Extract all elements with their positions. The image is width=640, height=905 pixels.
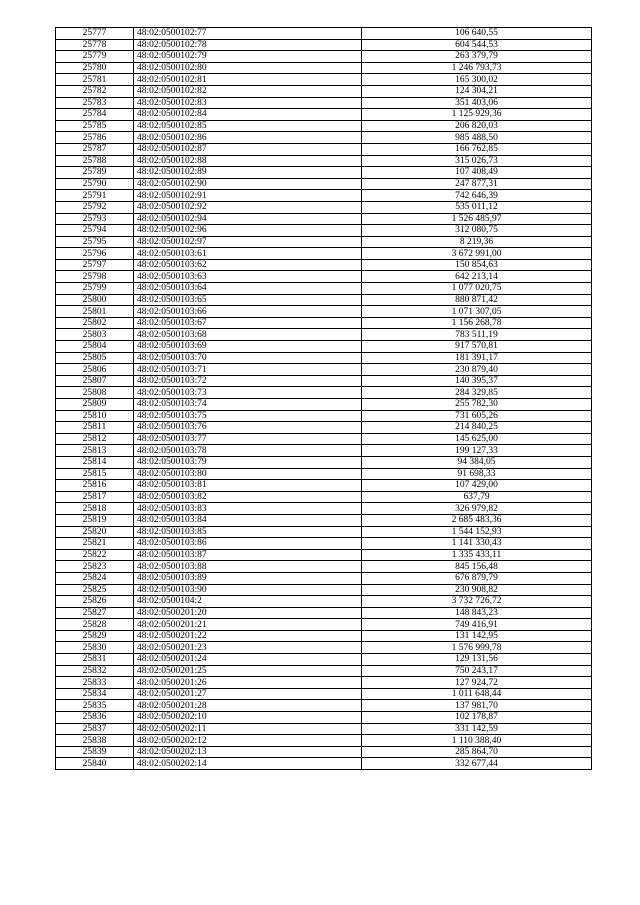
row-number-cell: 25806 bbox=[56, 364, 134, 376]
value-cell: 94 384,05 bbox=[362, 456, 592, 468]
row-number-cell: 25807 bbox=[56, 375, 134, 387]
table-row bbox=[56, 317, 592, 329]
row-number-cell: 25787 bbox=[56, 143, 134, 155]
table-row bbox=[56, 596, 592, 608]
cadastral-number-cell: 48:02:0500103:71 bbox=[134, 364, 362, 376]
cadastral-number-cell: 48:02:0500102:79 bbox=[134, 51, 362, 63]
value-cell: 1 141 330,43 bbox=[362, 538, 592, 550]
table-row bbox=[56, 410, 592, 422]
value-cell: 148 843,23 bbox=[362, 607, 592, 619]
row-number-cell: 25837 bbox=[56, 723, 134, 735]
cadastral-number-cell: 48:02:0500201:23 bbox=[134, 642, 362, 654]
cadastral-number-cell: 48:02:0500102:90 bbox=[134, 178, 362, 190]
value-cell: 137 981,70 bbox=[362, 700, 592, 712]
row-number-cell: 25824 bbox=[56, 572, 134, 584]
cadastral-number-cell: 48:02:0500102:78 bbox=[134, 39, 362, 51]
table-row bbox=[56, 155, 592, 167]
table-row bbox=[56, 283, 592, 295]
row-number-cell: 25777 bbox=[56, 28, 134, 40]
table-row bbox=[56, 654, 592, 666]
value-cell: 199 127,33 bbox=[362, 445, 592, 457]
row-number-cell: 25815 bbox=[56, 468, 134, 480]
cadastral-number-cell: 48:02:0500202:10 bbox=[134, 712, 362, 724]
value-cell: 255 782,30 bbox=[362, 399, 592, 411]
value-cell: 1 544 152,93 bbox=[362, 526, 592, 538]
cadastral-number-cell: 48:02:0500103:62 bbox=[134, 259, 362, 271]
row-number-cell: 25811 bbox=[56, 422, 134, 434]
cadastral-number-cell: 48:02:0500201:21 bbox=[134, 619, 362, 631]
value-cell: 8 219,36 bbox=[362, 236, 592, 248]
value-cell: 1 110 388,40 bbox=[362, 735, 592, 747]
cadastral-number-cell: 48:02:0500103:86 bbox=[134, 538, 362, 550]
value-cell: 1 071 307,05 bbox=[362, 306, 592, 318]
row-number-cell: 25803 bbox=[56, 329, 134, 341]
cadastral-number-cell: 48:02:0500103:68 bbox=[134, 329, 362, 341]
cadastral-number-cell: 48:02:0500102:81 bbox=[134, 74, 362, 86]
table-row bbox=[56, 167, 592, 179]
cadastral-number-cell: 48:02:0500103:73 bbox=[134, 387, 362, 399]
value-cell: 166 762,85 bbox=[362, 143, 592, 155]
row-number-cell: 25838 bbox=[56, 735, 134, 747]
cadastral-number-cell: 48:02:0500102:92 bbox=[134, 201, 362, 213]
row-number-cell: 25793 bbox=[56, 213, 134, 225]
cadastral-number-cell: 48:02:0500103:89 bbox=[134, 572, 362, 584]
cadastral-number-cell: 48:02:0500104:2 bbox=[134, 596, 362, 608]
row-number-cell: 25825 bbox=[56, 584, 134, 596]
table-row bbox=[56, 271, 592, 283]
row-number-cell: 25839 bbox=[56, 746, 134, 758]
cadastral-number-cell: 48:02:0500103:69 bbox=[134, 341, 362, 353]
value-cell: 312 080,75 bbox=[362, 225, 592, 237]
value-cell: 731 605,26 bbox=[362, 410, 592, 422]
row-number-cell: 25784 bbox=[56, 109, 134, 121]
cadastral-number-cell: 48:02:0500102:80 bbox=[134, 62, 362, 74]
value-cell: 637,79 bbox=[362, 491, 592, 503]
row-number-cell: 25834 bbox=[56, 688, 134, 700]
value-cell: 1 156 268,78 bbox=[362, 317, 592, 329]
table-row bbox=[56, 341, 592, 353]
table-row bbox=[56, 28, 592, 40]
table-row bbox=[56, 62, 592, 74]
row-number-cell: 25785 bbox=[56, 120, 134, 132]
table-row bbox=[56, 97, 592, 109]
value-cell: 1 077 020,75 bbox=[362, 283, 592, 295]
row-number-cell: 25798 bbox=[56, 271, 134, 283]
cadastral-number-cell: 48:02:0500103:82 bbox=[134, 491, 362, 503]
value-cell: 206 820,03 bbox=[362, 120, 592, 132]
row-number-cell: 25833 bbox=[56, 677, 134, 689]
table-row bbox=[56, 607, 592, 619]
cadastral-number-cell: 48:02:0500103:67 bbox=[134, 317, 362, 329]
cadastral-number-cell: 48:02:0500103:66 bbox=[134, 306, 362, 318]
cadastral-number-cell: 48:02:0500103:64 bbox=[134, 283, 362, 295]
row-number-cell: 25828 bbox=[56, 619, 134, 631]
cadastral-number-cell: 48:02:0500201:26 bbox=[134, 677, 362, 689]
table-row bbox=[56, 723, 592, 735]
table-row bbox=[56, 422, 592, 434]
cadastral-number-cell: 48:02:0500103:75 bbox=[134, 410, 362, 422]
cadastral-number-cell: 48:02:0500103:83 bbox=[134, 503, 362, 515]
value-cell: 165 300,02 bbox=[362, 74, 592, 86]
value-cell: 150 854,63 bbox=[362, 259, 592, 271]
row-number-cell: 25819 bbox=[56, 514, 134, 526]
row-number-cell: 25822 bbox=[56, 549, 134, 561]
value-cell: 1 125 929,36 bbox=[362, 109, 592, 121]
row-number-cell: 25792 bbox=[56, 201, 134, 213]
cadastral-number-cell: 48:02:0500201:20 bbox=[134, 607, 362, 619]
row-number-cell: 25809 bbox=[56, 399, 134, 411]
value-cell: 1 246 793,73 bbox=[362, 62, 592, 74]
row-number-cell: 25802 bbox=[56, 317, 134, 329]
table-row bbox=[56, 677, 592, 689]
value-cell: 91 698,33 bbox=[362, 468, 592, 480]
cadastral-number-cell: 48:02:0500102:96 bbox=[134, 225, 362, 237]
value-cell: 326 979,82 bbox=[362, 503, 592, 515]
row-number-cell: 25789 bbox=[56, 167, 134, 179]
table-row bbox=[56, 306, 592, 318]
row-number-cell: 25840 bbox=[56, 758, 134, 770]
row-number-cell: 25782 bbox=[56, 85, 134, 97]
row-number-cell: 25821 bbox=[56, 538, 134, 550]
cadastral-number-cell: 48:02:0500102:83 bbox=[134, 97, 362, 109]
value-cell: 129 131,56 bbox=[362, 654, 592, 666]
row-number-cell: 25817 bbox=[56, 491, 134, 503]
value-cell: 1 011 648,44 bbox=[362, 688, 592, 700]
value-cell: 2 685 483,36 bbox=[362, 514, 592, 526]
cadastral-number-cell: 48:02:0500102:82 bbox=[134, 85, 362, 97]
row-number-cell: 25835 bbox=[56, 700, 134, 712]
cadastral-number-cell: 48:02:0500103:81 bbox=[134, 480, 362, 492]
cadastral-number-cell: 48:02:0500103:79 bbox=[134, 456, 362, 468]
cadastral-number-cell: 48:02:0500103:90 bbox=[134, 584, 362, 596]
table-row bbox=[56, 665, 592, 677]
table-row bbox=[56, 364, 592, 376]
table-row bbox=[56, 399, 592, 411]
row-number-cell: 25813 bbox=[56, 445, 134, 457]
cadastral-number-cell: 48:02:0500201:24 bbox=[134, 654, 362, 666]
cadastral-number-cell: 48:02:0500103:76 bbox=[134, 422, 362, 434]
table-row bbox=[56, 491, 592, 503]
cadastral-number-cell: 48:02:0500103:77 bbox=[134, 433, 362, 445]
value-cell: 181 391,17 bbox=[362, 352, 592, 364]
row-number-cell: 25801 bbox=[56, 306, 134, 318]
value-cell: 535 011,12 bbox=[362, 201, 592, 213]
row-number-cell: 25797 bbox=[56, 259, 134, 271]
table-row bbox=[56, 503, 592, 515]
cadastral-number-cell: 48:02:0500103:65 bbox=[134, 294, 362, 306]
value-cell: 676 879,79 bbox=[362, 572, 592, 584]
row-number-cell: 25781 bbox=[56, 74, 134, 86]
cadastral-number-cell: 48:02:0500102:91 bbox=[134, 190, 362, 202]
cadastral-number-cell: 48:02:0500202:11 bbox=[134, 723, 362, 735]
value-cell: 214 840,25 bbox=[362, 422, 592, 434]
value-cell: 750 243,17 bbox=[362, 665, 592, 677]
cadastral-number-cell: 48:02:0500103:70 bbox=[134, 352, 362, 364]
cadastral-number-cell: 48:02:0500102:87 bbox=[134, 143, 362, 155]
row-number-cell: 25790 bbox=[56, 178, 134, 190]
value-cell: 1 335 433,11 bbox=[362, 549, 592, 561]
cadastral-number-cell: 48:02:0500103:85 bbox=[134, 526, 362, 538]
table-row bbox=[56, 120, 592, 132]
row-number-cell: 25791 bbox=[56, 190, 134, 202]
cadastral-number-cell: 48:02:0500103:74 bbox=[134, 399, 362, 411]
table-row bbox=[56, 456, 592, 468]
row-number-cell: 25818 bbox=[56, 503, 134, 515]
table-row bbox=[56, 225, 592, 237]
value-cell: 1 576 999,78 bbox=[362, 642, 592, 654]
value-cell: 145 625,00 bbox=[362, 433, 592, 445]
value-cell: 351 403,06 bbox=[362, 97, 592, 109]
row-number-cell: 25804 bbox=[56, 341, 134, 353]
value-cell: 604 544,53 bbox=[362, 39, 592, 51]
value-cell: 315 026,73 bbox=[362, 155, 592, 167]
table-row bbox=[56, 201, 592, 213]
row-number-cell: 25820 bbox=[56, 526, 134, 538]
row-number-cell: 25800 bbox=[56, 294, 134, 306]
value-cell: 106 640,55 bbox=[362, 28, 592, 40]
row-number-cell: 25836 bbox=[56, 712, 134, 724]
value-cell: 263 379,79 bbox=[362, 51, 592, 63]
table-row bbox=[56, 248, 592, 260]
row-number-cell: 25788 bbox=[56, 155, 134, 167]
table-row bbox=[56, 85, 592, 97]
table-row bbox=[56, 538, 592, 550]
value-cell: 284 329,85 bbox=[362, 387, 592, 399]
table-row bbox=[56, 561, 592, 573]
table-body bbox=[56, 28, 592, 770]
table-row bbox=[56, 51, 592, 63]
table-row bbox=[56, 688, 592, 700]
cadastral-number-cell: 48:02:0500103:87 bbox=[134, 549, 362, 561]
table-row bbox=[56, 236, 592, 248]
table-row bbox=[56, 74, 592, 86]
row-number-cell: 25831 bbox=[56, 654, 134, 666]
table-row bbox=[56, 468, 592, 480]
table-row bbox=[56, 132, 592, 144]
row-number-cell: 25780 bbox=[56, 62, 134, 74]
value-cell: 917 570,81 bbox=[362, 341, 592, 353]
table-row bbox=[56, 480, 592, 492]
cadastral-number-cell: 48:02:0500202:12 bbox=[134, 735, 362, 747]
cadastral-number-cell: 48:02:0500103:63 bbox=[134, 271, 362, 283]
table-row bbox=[56, 630, 592, 642]
value-cell: 3 732 726,72 bbox=[362, 596, 592, 608]
table-row bbox=[56, 526, 592, 538]
table-row bbox=[56, 143, 592, 155]
row-number-cell: 25795 bbox=[56, 236, 134, 248]
table-row bbox=[56, 375, 592, 387]
table-row bbox=[56, 39, 592, 51]
table-row bbox=[56, 259, 592, 271]
value-cell: 131 142,95 bbox=[362, 630, 592, 642]
row-number-cell: 25796 bbox=[56, 248, 134, 260]
cadastral-number-cell: 48:02:0500102:85 bbox=[134, 120, 362, 132]
row-number-cell: 25779 bbox=[56, 51, 134, 63]
table-row bbox=[56, 514, 592, 526]
row-number-cell: 25783 bbox=[56, 97, 134, 109]
value-cell: 332 677,44 bbox=[362, 758, 592, 770]
table-row bbox=[56, 445, 592, 457]
cadastral-number-cell: 48:02:0500102:97 bbox=[134, 236, 362, 248]
table-row bbox=[56, 572, 592, 584]
cadastral-number-cell: 48:02:0500102:88 bbox=[134, 155, 362, 167]
value-cell: 127 924,72 bbox=[362, 677, 592, 689]
cadastral-number-cell: 48:02:0500102:77 bbox=[134, 28, 362, 40]
value-cell: 845 156,48 bbox=[362, 561, 592, 573]
row-number-cell: 25830 bbox=[56, 642, 134, 654]
table-row bbox=[56, 190, 592, 202]
row-number-cell: 25808 bbox=[56, 387, 134, 399]
row-number-cell: 25812 bbox=[56, 433, 134, 445]
table-row bbox=[56, 178, 592, 190]
cadastral-number-cell: 48:02:0500103:88 bbox=[134, 561, 362, 573]
value-cell: 3 672 991,00 bbox=[362, 248, 592, 260]
value-cell: 985 488,50 bbox=[362, 132, 592, 144]
table-row bbox=[56, 352, 592, 364]
value-cell: 742 646,39 bbox=[362, 190, 592, 202]
table-row bbox=[56, 549, 592, 561]
value-cell: 140 395,37 bbox=[362, 375, 592, 387]
row-number-cell: 25805 bbox=[56, 352, 134, 364]
row-number-cell: 25786 bbox=[56, 132, 134, 144]
cadastral-number-cell: 48:02:0500103:84 bbox=[134, 514, 362, 526]
cadastral-number-cell: 48:02:0500201:22 bbox=[134, 630, 362, 642]
cadastral-number-cell: 48:02:0500102:94 bbox=[134, 213, 362, 225]
cadastral-number-cell: 48:02:0500202:14 bbox=[134, 758, 362, 770]
row-number-cell: 25832 bbox=[56, 665, 134, 677]
cadastral-number-cell: 48:02:0500103:80 bbox=[134, 468, 362, 480]
cadastral-number-cell: 48:02:0500102:84 bbox=[134, 109, 362, 121]
row-number-cell: 25829 bbox=[56, 630, 134, 642]
value-cell: 783 511,19 bbox=[362, 329, 592, 341]
cadastral-number-cell: 48:02:0500103:72 bbox=[134, 375, 362, 387]
row-number-cell: 25794 bbox=[56, 225, 134, 237]
table-row bbox=[56, 619, 592, 631]
row-number-cell: 25827 bbox=[56, 607, 134, 619]
table-row bbox=[56, 642, 592, 654]
table-row bbox=[56, 712, 592, 724]
row-number-cell: 25799 bbox=[56, 283, 134, 295]
table-row bbox=[56, 387, 592, 399]
row-number-cell: 25816 bbox=[56, 480, 134, 492]
table-row bbox=[56, 584, 592, 596]
value-cell: 1 526 485,97 bbox=[362, 213, 592, 225]
value-cell: 102 178,87 bbox=[362, 712, 592, 724]
value-cell: 230 879,40 bbox=[362, 364, 592, 376]
cadastral-number-cell: 48:02:0500201:28 bbox=[134, 700, 362, 712]
cadastral-number-cell: 48:02:0500102:89 bbox=[134, 167, 362, 179]
cadastral-number-cell: 48:02:0500201:27 bbox=[134, 688, 362, 700]
value-cell: 107 408,49 bbox=[362, 167, 592, 179]
value-cell: 230 908,82 bbox=[362, 584, 592, 596]
cadastral-number-cell: 48:02:0500103:78 bbox=[134, 445, 362, 457]
row-number-cell: 25810 bbox=[56, 410, 134, 422]
table-row bbox=[56, 700, 592, 712]
cadastral-number-cell: 48:02:0500102:86 bbox=[134, 132, 362, 144]
value-cell: 880 871,42 bbox=[362, 294, 592, 306]
table-row bbox=[56, 294, 592, 306]
table-row bbox=[56, 213, 592, 225]
value-cell: 331 142,59 bbox=[362, 723, 592, 735]
value-cell: 124 304,21 bbox=[362, 85, 592, 97]
table-row bbox=[56, 109, 592, 121]
table-row bbox=[56, 758, 592, 770]
table-row bbox=[56, 433, 592, 445]
value-cell: 749 416,91 bbox=[362, 619, 592, 631]
row-number-cell: 25826 bbox=[56, 596, 134, 608]
value-cell: 285 864,70 bbox=[362, 746, 592, 758]
value-cell: 107 429,00 bbox=[362, 480, 592, 492]
row-number-cell: 25814 bbox=[56, 456, 134, 468]
value-cell: 247 877,31 bbox=[362, 178, 592, 190]
table-row bbox=[56, 329, 592, 341]
cadastral-number-cell: 48:02:0500202:13 bbox=[134, 746, 362, 758]
table-row bbox=[56, 735, 592, 747]
table-row bbox=[56, 746, 592, 758]
cadastral-number-cell: 48:02:0500103:61 bbox=[134, 248, 362, 260]
row-number-cell: 25778 bbox=[56, 39, 134, 51]
cadastral-value-table bbox=[55, 27, 592, 770]
value-cell: 642 213,14 bbox=[362, 271, 592, 283]
cadastral-number-cell: 48:02:0500201:25 bbox=[134, 665, 362, 677]
row-number-cell: 25823 bbox=[56, 561, 134, 573]
